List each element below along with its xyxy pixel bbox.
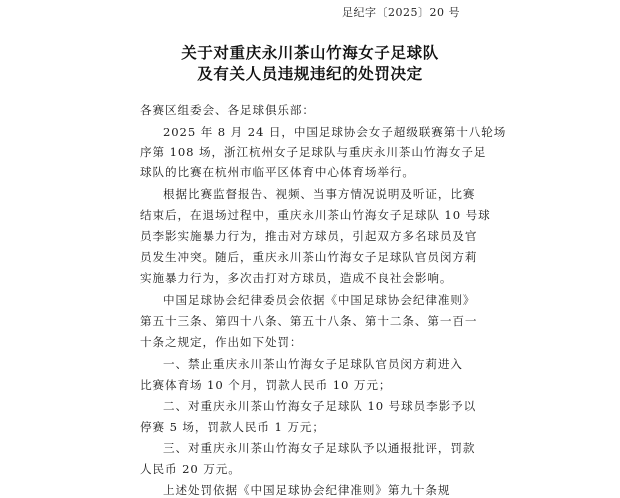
penalty-item-1-line: 比赛体育场 10 个月，罚款人民币 10 万元； bbox=[140, 378, 392, 392]
salutation: 各赛区组委会、各足球俱乐部： bbox=[140, 103, 315, 117]
body-line: 上述处罚依据《中国足球协会纪律准则》第九十条规 bbox=[163, 483, 451, 497]
document-number: 足纪字〔2025〕20 号 bbox=[342, 6, 460, 19]
body-line: 第五十三条、第四十八条、第五十八条、第十二条、第一百一 bbox=[140, 314, 478, 328]
body-line: 员李影实施暴力行为，推击对方球员，引起双方多名球员及官 bbox=[140, 229, 478, 243]
body-line: 球队的比赛在杭州市临平区体育中心体育场举行。 bbox=[140, 165, 415, 179]
body-line: 实施暴力行为，多次击打对方球员，造成不良社会影响。 bbox=[140, 271, 453, 285]
body-line: 序第 108 场，浙江杭州女子足球队与重庆永川茶山竹海女子足 bbox=[140, 145, 487, 159]
penalty-item-2-line: 停赛 5 场，罚款人民币 1 万元； bbox=[140, 420, 325, 434]
penalty-item-1-line: 一、禁止重庆永川茶山竹海女子足球队官员闵方莉进入 bbox=[163, 357, 463, 371]
penalty-item-3-line: 三、对重庆永川茶山竹海女子足球队予以通报批评，罚款 bbox=[163, 441, 476, 455]
body-line: 结束后，在退场过程中，重庆永川茶山竹海女子足球队 10 号球 bbox=[140, 208, 491, 222]
body-line: 员发生冲突。随后，重庆永川茶山竹海女子足球队官员闵方莉 bbox=[140, 250, 478, 264]
body-line: 根据比赛监督报告、视频、当事方情况说明及听证，比赛 bbox=[163, 187, 476, 201]
body-line: 十条之规定，作出如下处罚： bbox=[140, 335, 303, 349]
penalty-item-2-line: 二、对重庆永川茶山竹海女子足球队 10 号球员李影予以 bbox=[163, 399, 477, 413]
document-title-line-1: 关于对重庆永川茶山竹海女子足球队 bbox=[181, 44, 439, 62]
body-line: 中国足球协会纪律委员会依据《中国足球协会纪律准则》 bbox=[163, 293, 476, 307]
penalty-item-3-line: 人民币 20 万元。 bbox=[140, 462, 241, 476]
body-line: 2025 年 8 月 24 日，中国足球协会女子超级联赛第十八轮场 bbox=[163, 125, 507, 139]
document-title-line-2: 及有关人员违规违纪的处罚决定 bbox=[197, 65, 423, 83]
